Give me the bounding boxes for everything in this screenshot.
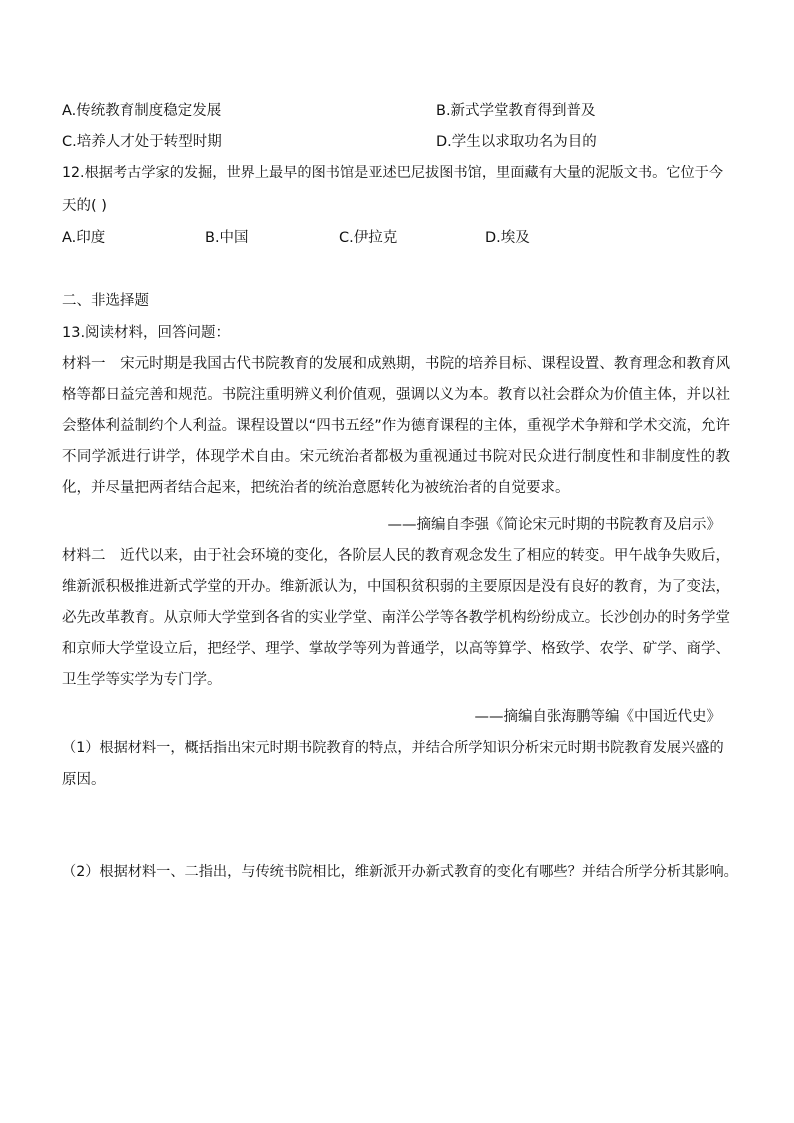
subquestion-1-line1: （1）根据材料一，概括指出宋元时期书院教育的特点，并结合所学知识分析宋元时期书院教育发展兴盛的 [62,740,724,756]
q11-option-d: D.学生以求取功名为目的 [436,134,597,150]
q11-option-c: C.培养人才处于转型时期 [62,134,222,150]
q13-stem: 13.阅读材料，回答问题： [62,325,231,341]
q12-option-c: C.伊拉克 [339,230,398,246]
q12-option-d: D.埃及 [485,230,530,246]
q12-option-b: B.中国 [205,230,249,246]
q12-stem-line2: 天的( ) [62,198,107,214]
material-two-source: ——摘编自张海鹏等编《中国近代史》 [474,709,721,725]
q11-option-a: A.传统教育制度稳定发展 [62,103,222,119]
material-one-source: ——摘编自李强《简论宋元时期的书院教育及启示》 [387,517,721,533]
q11-option-b: B.新式学堂教育得到普及 [436,103,596,119]
section-heading: 二、非选择题 [62,293,149,309]
q12-option-a: A.印度 [62,230,106,246]
material-two: 材料二 近代以来，由于社会环境的变化，各阶层人民的教育观念发生了相应的转变。甲午战争失败后，维新派积极推进新式学堂的开办。维新派认为，中国积贫积弱的主要原因是没有良好的教育，为了变法，必先改革教育。从京师大学堂到各省的实业学堂、南洋公学等各教学机构纷纷成立。长沙创办的时务学堂和京师大学堂设立后，把经学、理学、掌故学等列为普通学，以高等算学、格致学、农学、矿学、商学、卫生学等实学为专门学。 [62,548,730,688]
subquestion-2: （2）根据材料一、二指出，与传统书院相比，维新派开办新式教育的变化有哪些？并结合所学分析其影响。 [62,864,738,880]
material-one: 材料一 宋元时期是我国古代书院教育的发展和成熟期，书院的培养目标、课程设置、教育理念和教育风格等都日益完善和规范。书院注重明辨义利价值观，强调以义为本。教育以社会群众为价值主体，并以社会整体利益制约个人利益。课程设置以“四书五经”作为德育课程的主体，重视学术争辩和学术交流，允许不同学派进行讲学，体现学术自由。宋元统治者都极为重视通过书院对民众进行制度性和非制度性的教化，并尽量把两者结合起来，把统治者的统治意愿转化为被统治者的自觉要求。 [62,356,730,496]
q12-stem-line1: 12.根据考古学家的发掘，世界上最早的图书馆是亚述巴尼拔图书馆，里面藏有大量的泥版文书。它位于今 [62,165,724,181]
subquestion-1-line2: 原因。 [62,772,106,788]
